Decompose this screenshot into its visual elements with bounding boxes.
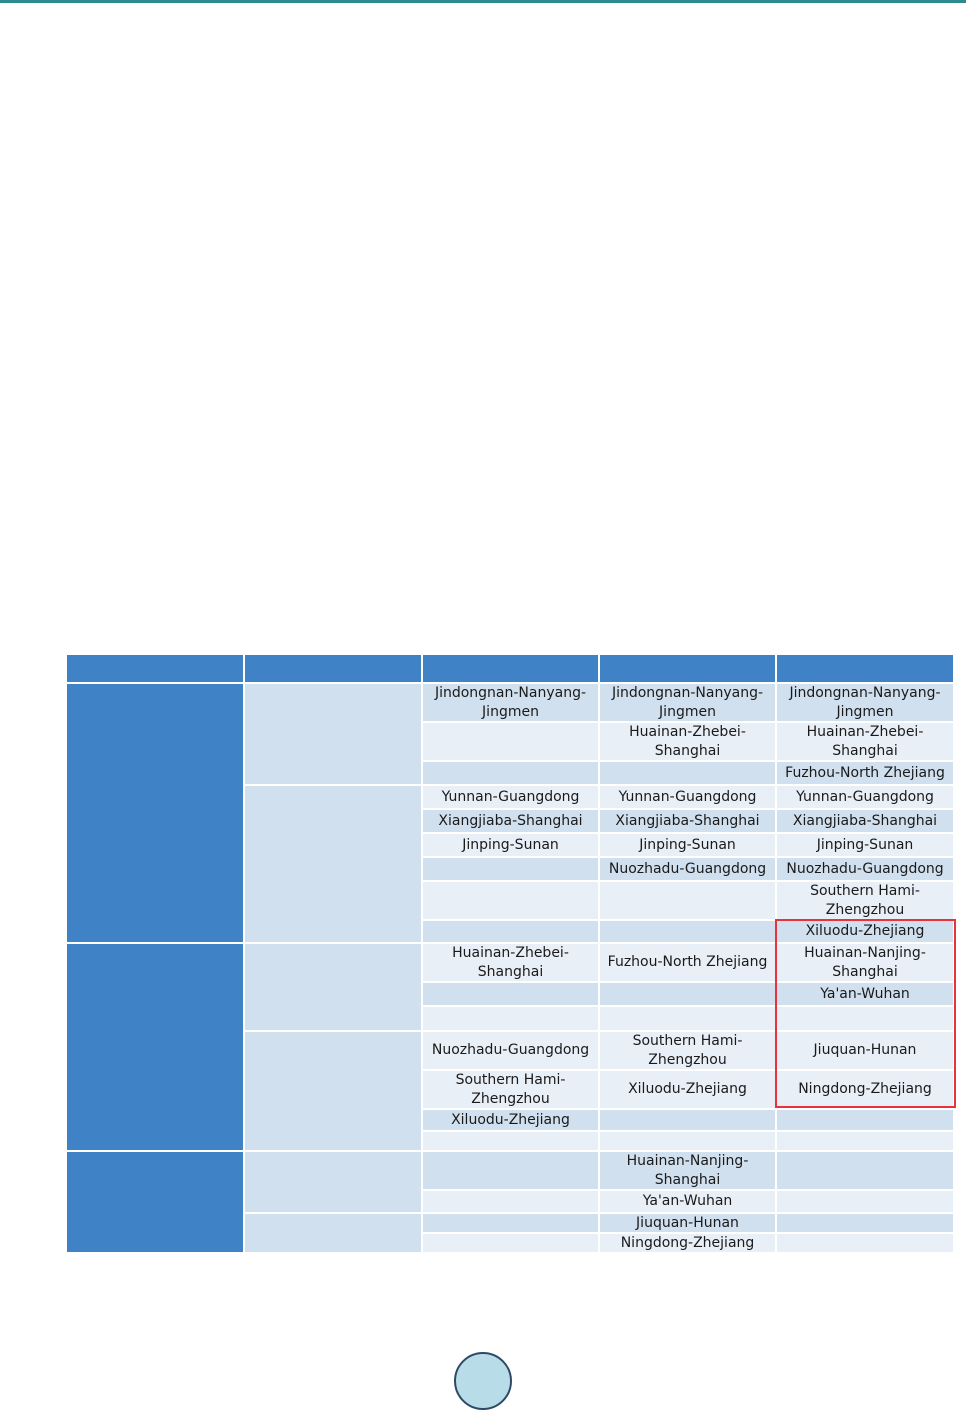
table-cell: Jinping-Sunan — [423, 834, 598, 856]
table-cell: Nuozhadu-Guangdong — [600, 858, 775, 880]
table-cell — [423, 762, 598, 784]
table-cell: Jinping-Sunan — [777, 834, 953, 856]
table-cell: Huainan-Zhebei-Shanghai — [600, 723, 775, 760]
table-cell — [600, 983, 775, 1005]
table-cell: Ningdong-Zhejiang — [600, 1234, 775, 1252]
type-cell — [245, 684, 421, 784]
table-cell — [777, 1132, 953, 1150]
table-cell — [423, 1152, 598, 1189]
table-cell — [600, 1007, 775, 1030]
table-cell: Jiuquan-Hunan — [777, 1032, 953, 1069]
table-cell — [423, 1007, 598, 1030]
table-cell — [600, 1110, 775, 1130]
table-cell — [423, 858, 598, 880]
type-cell — [245, 1032, 421, 1150]
table-cell: Nuozhadu-Guangdong — [777, 858, 953, 880]
table-cell — [777, 1191, 953, 1212]
table-cell: Xiluodu-Zhejiang — [777, 921, 953, 942]
type-cell — [245, 1214, 421, 1252]
table-cell: Southern Hami-Zhengzhou — [777, 882, 953, 919]
table-cell: Jindongnan-Nanyang-Jingmen — [600, 684, 775, 721]
status-cell — [67, 944, 243, 1150]
table-cell: Ya'an-Wuhan — [600, 1191, 775, 1212]
table-cell — [600, 921, 775, 942]
table-cell — [777, 1007, 953, 1030]
table-cell: Nuozhadu-Guangdong — [423, 1032, 598, 1069]
table-cell — [777, 1152, 953, 1189]
table-cell: Fuzhou-North Zhejiang — [777, 762, 953, 784]
status-cell — [67, 684, 243, 942]
table-cell: Xiluodu-Zhejiang — [600, 1071, 775, 1108]
table-cell: Huainan-Zhebei-Shanghai — [423, 944, 598, 981]
header-cell — [777, 655, 953, 682]
table-cell: Xiangjiaba-Shanghai — [423, 810, 598, 832]
header-rule — [0, 0, 966, 3]
table-cell — [423, 1214, 598, 1232]
table-cell — [423, 983, 598, 1005]
table-cell — [600, 1132, 775, 1150]
type-cell — [245, 944, 421, 1030]
table-cell: Jindongnan-Nanyang-Jingmen — [777, 684, 953, 721]
table-cell: Jinping-Sunan — [600, 834, 775, 856]
table-cell: Jindongnan-Nanyang-Jingmen — [423, 684, 598, 721]
table-cell: Huainan-Nanjing-Shanghai — [777, 944, 953, 981]
table-cell: Huainan-Zhebei-Shanghai — [777, 723, 953, 760]
table-cell: Southern Hami-Zhengzhou — [423, 1071, 598, 1108]
page-number-circle — [454, 1352, 512, 1410]
table-cell: Yunnan-Guangdong — [600, 786, 775, 808]
table-cell — [423, 1132, 598, 1150]
table-cell: Xiangjiaba-Shanghai — [777, 810, 953, 832]
type-cell — [245, 786, 421, 942]
table-cell: Jiuquan-Hunan — [600, 1214, 775, 1232]
table-cell: Southern Hami-Zhengzhou — [600, 1032, 775, 1069]
table-cell — [600, 762, 775, 784]
header-cell — [245, 655, 421, 682]
header-cell — [67, 655, 243, 682]
table-cell: Yunnan-Guangdong — [777, 786, 953, 808]
table-cell — [777, 1234, 953, 1252]
table-cell: Yunnan-Guangdong — [423, 786, 598, 808]
table-cell: Xiangjiaba-Shanghai — [600, 810, 775, 832]
table-cell — [423, 921, 598, 942]
table-cell — [423, 882, 598, 919]
table-cell — [423, 1191, 598, 1212]
status-cell — [67, 1152, 243, 1252]
table-cell — [600, 882, 775, 919]
header-cell — [423, 655, 598, 682]
type-cell — [245, 1152, 421, 1212]
table-cell: Xiluodu-Zhejiang — [423, 1110, 598, 1130]
table-cell — [423, 1234, 598, 1252]
table-cell: Fuzhou-North Zhejiang — [600, 944, 775, 981]
table-cell — [777, 1214, 953, 1232]
header-cell — [600, 655, 775, 682]
table-cell: Ningdong-Zhejiang — [777, 1071, 953, 1108]
table-cell — [777, 1110, 953, 1130]
table-cell: Ya'an-Wuhan — [777, 983, 953, 1005]
table-cell — [423, 723, 598, 760]
table-cell: Huainan-Nanjing-Shanghai — [600, 1152, 775, 1189]
